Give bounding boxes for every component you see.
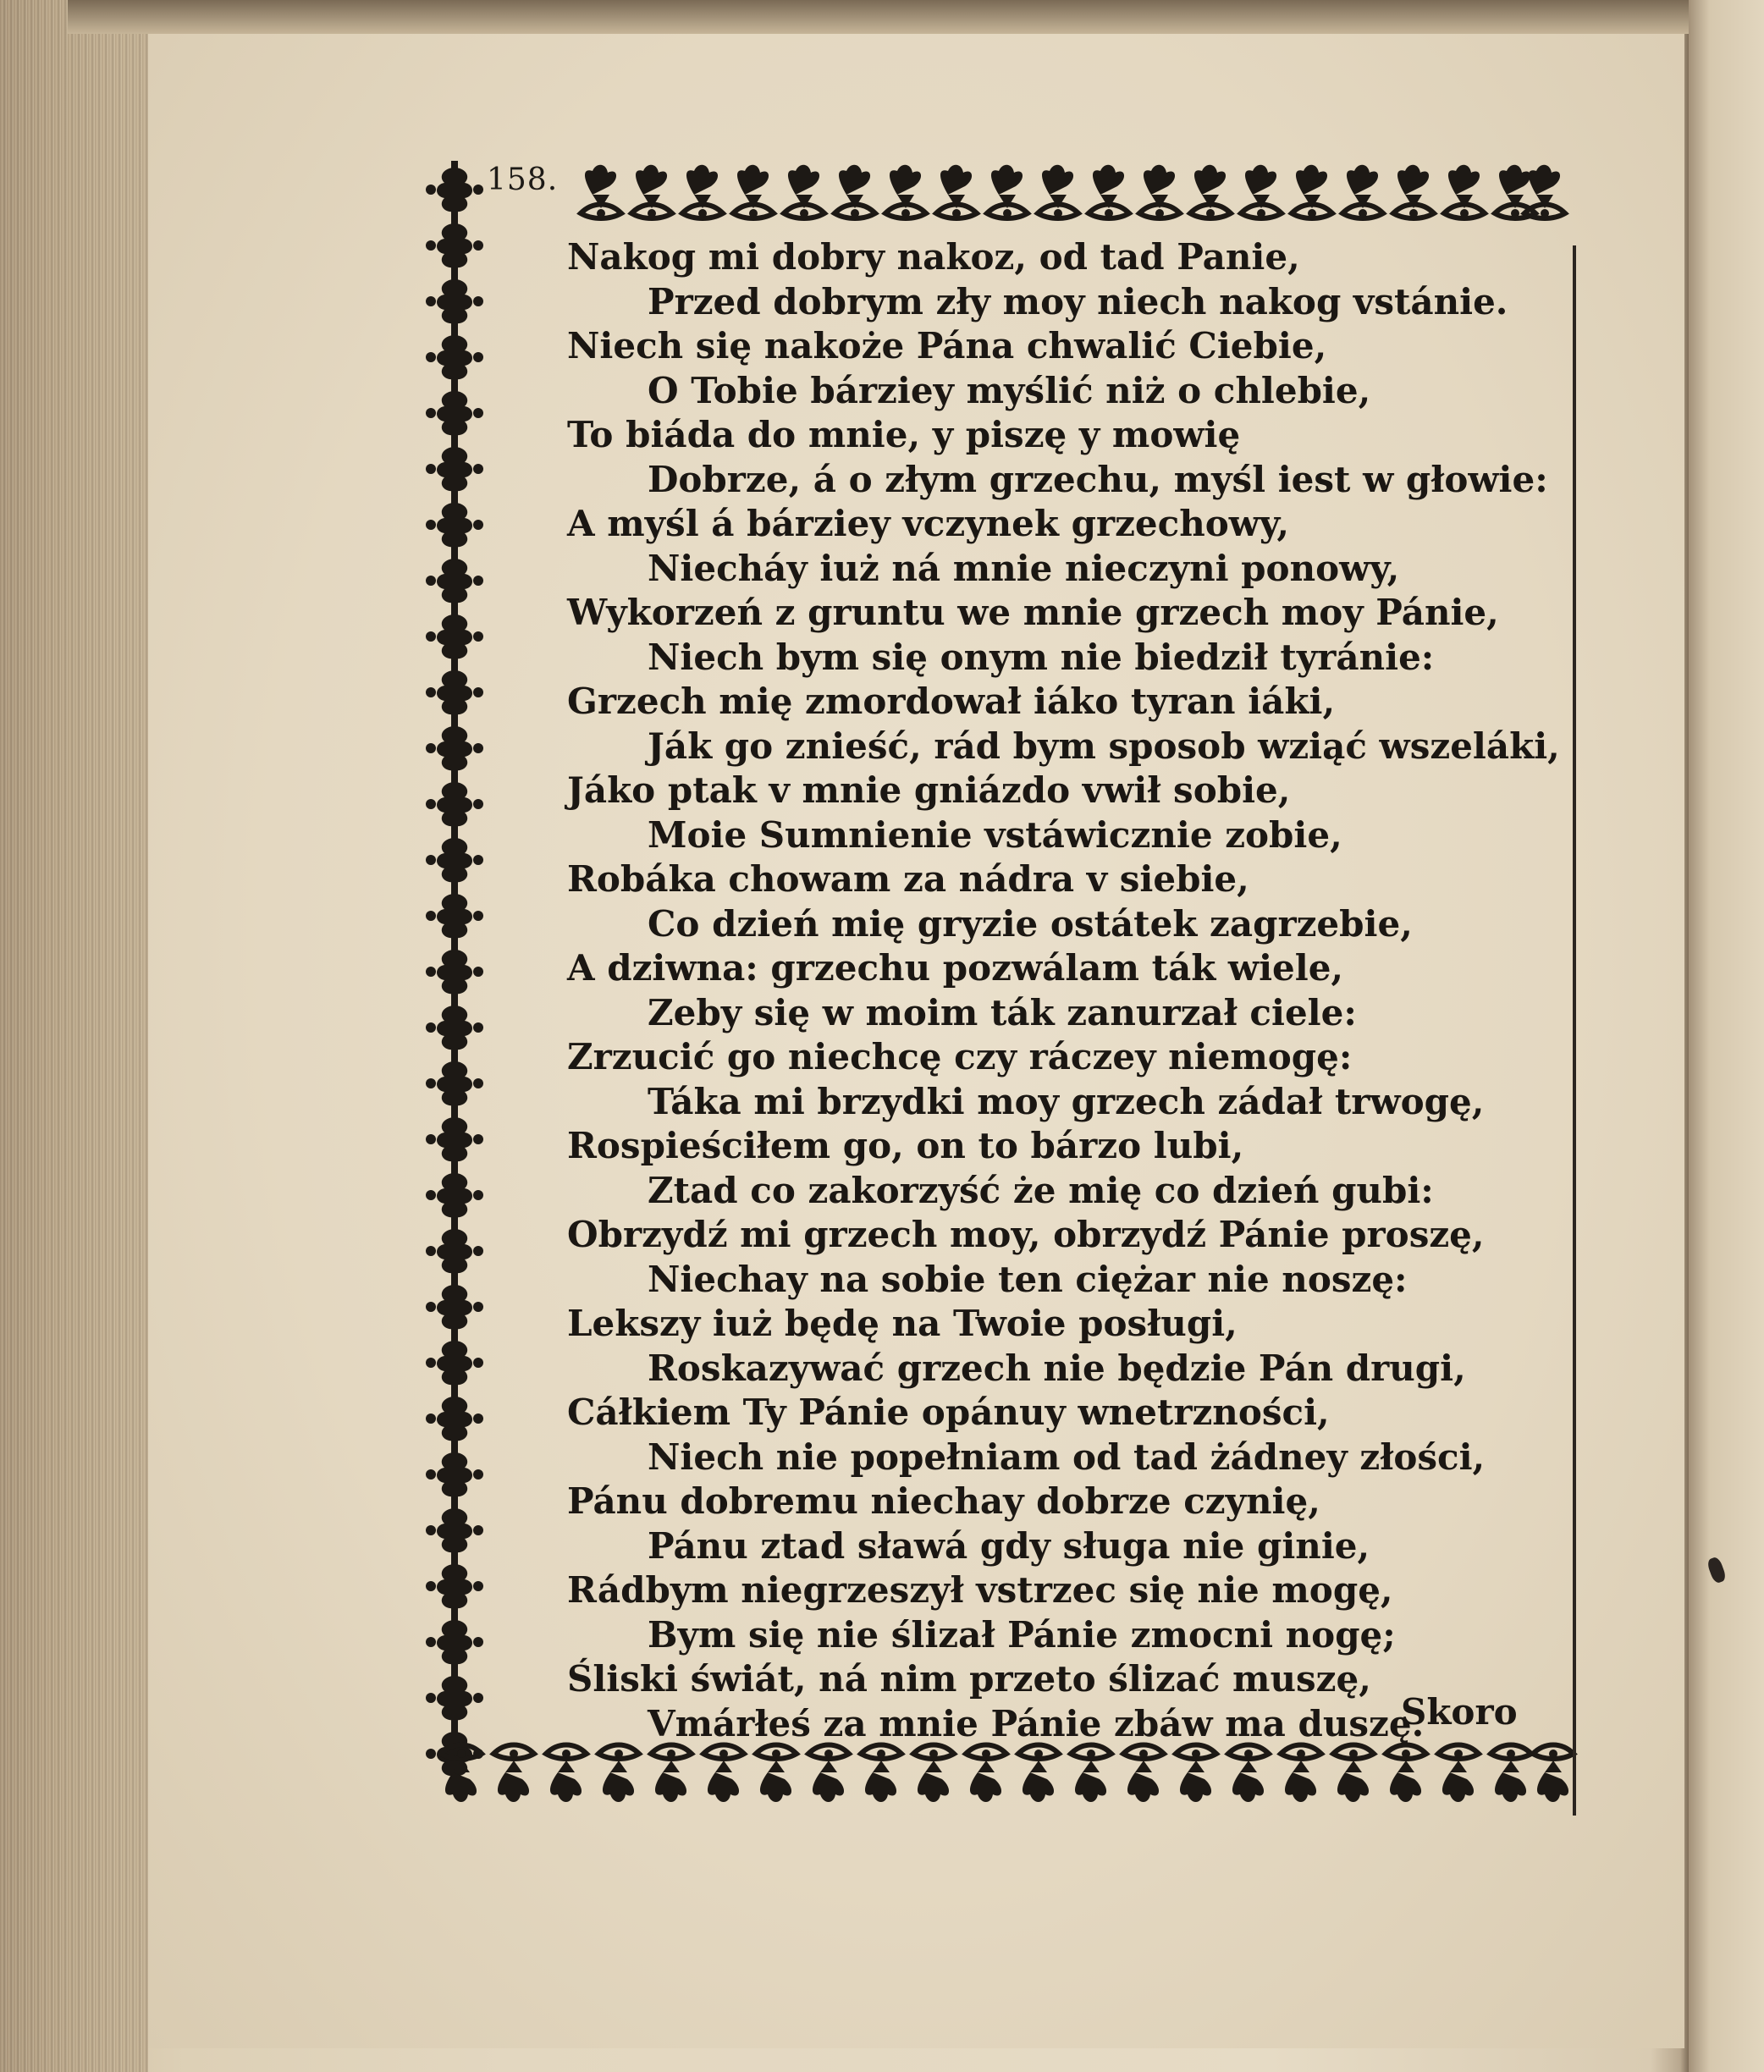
verse-line: Ják go znieść, rád bym sposob wziąć wszeláki, bbox=[648, 725, 1560, 767]
verse-line: Obrzydź mi grzech moy, obrzydź Pánie proszę, bbox=[567, 1214, 1485, 1255]
verse-line: A myśl á bárziey vczynek grzechowy, bbox=[567, 503, 1289, 544]
verse-line: To biáda do mnie, y piszę y mowię bbox=[567, 414, 1241, 455]
verse-line: Zrzucić go niechcę czy ráczey niemogę: bbox=[567, 1036, 1353, 1077]
verse-line: Cáłkiem Ty Pánie opánuy wnetrzności, bbox=[567, 1391, 1330, 1433]
verse-line: Rospieściłem go, on to bárzo lubi, bbox=[567, 1125, 1244, 1166]
verse-line: Śliski świát, ná nim przeto ślizać muszę, bbox=[567, 1658, 1371, 1700]
verse-line: Pánu ztad sławá gdy sługa nie ginie, bbox=[648, 1524, 1370, 1567]
verse-line: Grzech mię zmordował iáko tyran iáki, bbox=[567, 681, 1336, 722]
ornament-border-top bbox=[576, 161, 1570, 229]
facing-page-edge bbox=[1689, 0, 1764, 2072]
verse-line: Niech się nakoże Pána chwalić Ciebie, bbox=[567, 325, 1327, 366]
verse-line: Dobrze, á o złym grzechu, myśl iest w głowie: bbox=[648, 458, 1548, 500]
verse-line: O Tobie bárziey myślić niż o chlebie, bbox=[648, 369, 1371, 411]
page-stack-edge bbox=[0, 0, 148, 2072]
verse-line: Wykorzeń z gruntu we mnie grzech moy Pánie, bbox=[567, 592, 1499, 633]
verse-line: Niecháy iuż ná mnie nieczyni ponowy, bbox=[648, 547, 1400, 589]
book-top-edge bbox=[68, 0, 1693, 34]
verse-line: Roskazywać grzech nie będzie Pán drugi, bbox=[648, 1347, 1466, 1389]
verse-line: Bym się nie ślizał Pánie zmocni nogę; bbox=[648, 1613, 1396, 1656]
verse-line: Vmárłeś za mnie Pánie zbáw ma duszę. bbox=[648, 1702, 1425, 1744]
verse-line: Moie Sumnienie vstáwicznie zobie, bbox=[648, 813, 1342, 856]
verse-line: A dziwna: grzechu pozwálam ták wiele, bbox=[567, 947, 1344, 989]
verse-line: Táka mi brzydki moy grzech zádał trwogę, bbox=[648, 1080, 1485, 1122]
verse-line: Co dzień mię gryzie ostátek zagrzebie, bbox=[648, 902, 1413, 945]
poem-text bbox=[567, 235, 1583, 1746]
verse-line: Robáka chowam za nádra v siebie, bbox=[567, 858, 1249, 900]
verse-line: Lekszy iuż będę na Twoie posługi, bbox=[567, 1303, 1238, 1344]
verse-line: Przed dobrym zły moy niech nakog vstánie. bbox=[648, 280, 1508, 322]
verse-line: Jáko ptak v mnie gniázdo vwił sobie, bbox=[567, 769, 1291, 811]
verse-line: Rádbym niegrzeszył vstrzec się nie mogę, bbox=[567, 1569, 1393, 1611]
verse-line: Ztad co zakorzyść że mię co dzień gubi: bbox=[648, 1169, 1434, 1211]
verse-line: Niech bym się onym nie biedził tyránie: bbox=[648, 636, 1435, 678]
ornament-border-left bbox=[419, 161, 491, 1794]
verse-line: Niech nie popełniam od tad żádney złości, bbox=[648, 1436, 1486, 1478]
verse-line: Niechay na sobie ten ciężar nie noszę: bbox=[648, 1258, 1408, 1300]
verse-line: Nakog mi dobry nakoz, od tad Panie, bbox=[567, 236, 1300, 278]
catchword: Skoro bbox=[1401, 1691, 1518, 1733]
page-number: 158. bbox=[487, 163, 559, 197]
verse-line: Pánu dobremu niechay dobrze czynię, bbox=[567, 1480, 1320, 1522]
verse-line: Zeby się w moim ták zanurzał ciele: bbox=[648, 991, 1357, 1033]
